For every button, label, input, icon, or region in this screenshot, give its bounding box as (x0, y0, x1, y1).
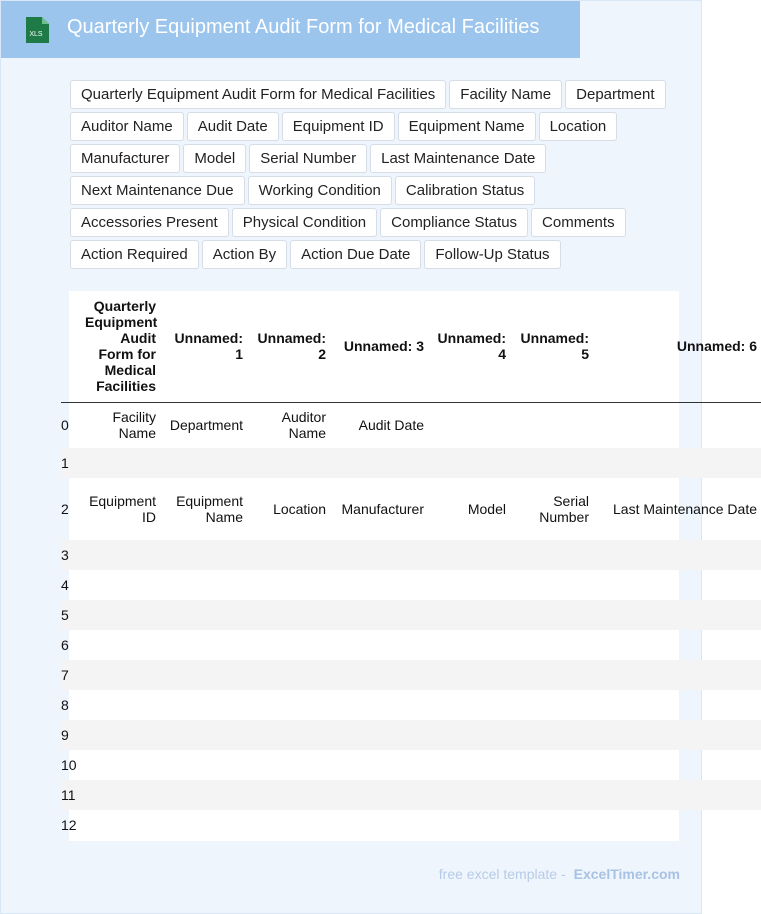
column-tag[interactable]: Serial Number (249, 144, 367, 173)
table-cell (428, 780, 510, 810)
table-cell (247, 600, 330, 630)
table-cell (247, 750, 330, 780)
table-row (61, 600, 761, 630)
row-index: 10 (61, 757, 77, 773)
column-tag[interactable]: Compliance Status (380, 208, 528, 237)
column-tag[interactable]: Auditor Name (70, 112, 184, 141)
column-tag[interactable]: Manufacturer (70, 144, 180, 173)
table-cell (247, 720, 330, 750)
table-cell (510, 750, 593, 780)
column-header (61, 291, 81, 402)
column-tag[interactable]: Equipment Name (398, 112, 536, 141)
row-index: 1 (61, 448, 81, 478)
table-cell (593, 600, 761, 630)
table-cell (330, 630, 428, 660)
table-cell (593, 690, 761, 720)
table-cell (593, 810, 761, 840)
table-cell (247, 660, 330, 690)
table-cell (330, 720, 428, 750)
column-tag[interactable]: Working Condition (248, 176, 392, 205)
table-cell (428, 720, 510, 750)
table-row (61, 720, 761, 750)
table-cell (428, 690, 510, 720)
table-row (61, 478, 761, 540)
table-row (61, 570, 761, 600)
table-cell (160, 810, 247, 840)
column-tag[interactable]: Model (183, 144, 246, 173)
table-cell (428, 600, 510, 630)
page-title: Quarterly Equipment Audit Form for Medical Facilities (67, 16, 540, 38)
row-index: 11 (61, 780, 81, 810)
table-cell (247, 570, 330, 600)
table-cell (160, 570, 247, 600)
table-cell (428, 570, 510, 600)
table-cell (510, 570, 593, 600)
table-cell (510, 720, 593, 750)
table-cell (160, 600, 247, 630)
table-cell (247, 540, 330, 570)
row-index: 6 (61, 637, 69, 653)
table-cell (330, 690, 428, 720)
column-tag[interactable]: Audit Date (187, 112, 279, 141)
table-cell: Last Maintenance Date (613, 501, 757, 517)
column-tag[interactable]: Follow-Up Status (424, 240, 560, 269)
column-tag[interactable]: Comments (531, 208, 626, 237)
preview-table-container[interactable] (61, 291, 757, 841)
table-cell: Model (467, 501, 506, 517)
table-cell (81, 810, 160, 840)
table-cell: Serial Number (539, 493, 589, 525)
table-cell (160, 690, 247, 720)
table-cell (81, 600, 160, 630)
table-cell (247, 448, 330, 478)
column-header: Unnamed: 1 (160, 291, 247, 402)
table-cell (160, 780, 247, 810)
table-row (61, 540, 761, 570)
table-cell (593, 540, 761, 570)
table-cell (160, 660, 247, 690)
table-cell (160, 630, 247, 660)
table-body (61, 402, 761, 840)
table-cell (81, 540, 160, 570)
table-cell (510, 402, 593, 448)
column-header: Unnamed: 5 (510, 291, 593, 402)
table-row (61, 690, 761, 720)
column-tag[interactable]: Equipment ID (282, 112, 395, 141)
table-cell (330, 780, 428, 810)
table-cell (510, 630, 593, 660)
column-tag[interactable]: Calibration Status (395, 176, 535, 205)
table-cell (81, 780, 160, 810)
table-cell (247, 690, 330, 720)
table-cell (428, 750, 510, 780)
table-cell (428, 810, 510, 840)
table-cell (160, 540, 247, 570)
table-cell (593, 720, 761, 750)
column-tag[interactable]: Action Due Date (290, 240, 421, 269)
table-cell (510, 660, 593, 690)
table-cell (593, 630, 761, 660)
table-cell (510, 600, 593, 630)
table-row (61, 448, 761, 478)
excel-file-icon (23, 15, 51, 45)
header-bar (1, 1, 580, 58)
table-cell (428, 660, 510, 690)
column-tag[interactable]: Quarterly Equipment Audit Form for Medical Facilities (70, 80, 446, 109)
table-cell (510, 810, 593, 840)
column-header: Unnamed: 2 (247, 291, 330, 402)
table-cell (160, 750, 247, 780)
table-cell (160, 448, 247, 478)
table-header-row (61, 291, 761, 402)
table-cell (593, 448, 761, 478)
footer-text: free excel template - (438, 866, 566, 882)
table-cell (330, 540, 428, 570)
row-index: 3 (61, 540, 81, 570)
table-cell (81, 690, 160, 720)
column-tag[interactable]: Accessories Present (70, 208, 229, 237)
column-tag[interactable]: Department (565, 80, 665, 109)
excel-icon-label: XLS (29, 31, 43, 38)
table-cell (247, 810, 330, 840)
table-cell (428, 448, 510, 478)
row-index: 4 (61, 577, 69, 593)
table-cell (593, 402, 761, 448)
row-index: 0 (61, 417, 69, 434)
column-header: Unnamed: 3 (330, 291, 428, 402)
table-cell (593, 750, 761, 780)
table-cell (428, 402, 510, 448)
table-cell: Location (273, 501, 326, 517)
column-tag[interactable]: Last Maintenance Date (370, 144, 546, 173)
footer-credit (439, 866, 680, 882)
table-cell: Department (169, 417, 243, 434)
table-cell: Equipment ID (89, 493, 156, 525)
table-cell (81, 570, 160, 600)
column-tag-list (70, 80, 695, 269)
table-cell (510, 690, 593, 720)
table-cell (81, 720, 160, 750)
table-cell (510, 448, 593, 478)
row-index: 7 (61, 660, 81, 690)
row-index: 12 (61, 817, 77, 833)
table-cell (330, 810, 428, 840)
table-cell: Audit Date (358, 417, 424, 434)
table-cell (330, 570, 428, 600)
column-header: Unnamed: 4 (428, 291, 510, 402)
table-row (61, 810, 761, 840)
table-cell (247, 780, 330, 810)
table-cell (593, 660, 761, 690)
table-cell (81, 448, 160, 478)
table-cell (330, 448, 428, 478)
column-tag[interactable]: Next Maintenance Due (70, 176, 245, 205)
row-index: 8 (61, 697, 69, 713)
table-cell: Equipment Name (176, 493, 243, 525)
table-cell (81, 660, 160, 690)
table-cell (160, 720, 247, 750)
row-index: 2 (61, 501, 69, 517)
table-cell (81, 630, 160, 660)
table-cell: Auditor Name (281, 409, 326, 442)
table-cell (510, 540, 593, 570)
column-tag[interactable]: Facility Name (449, 80, 562, 109)
table-row (61, 402, 761, 448)
column-tag[interactable]: Action By (202, 240, 287, 269)
table-row (61, 750, 761, 780)
table-cell (247, 630, 330, 660)
table-cell (510, 780, 593, 810)
table-cell (593, 570, 761, 600)
column-tag[interactable]: Physical Condition (232, 208, 377, 237)
preview-table (61, 291, 761, 840)
table-cell (81, 750, 160, 780)
table-cell: Facility Name (112, 409, 156, 442)
table-row (61, 630, 761, 660)
column-tag[interactable]: Action Required (70, 240, 199, 269)
column-header: Quarterly Equipment Audit Form for Medical Facilities (81, 291, 160, 402)
table-cell (428, 630, 510, 660)
column-tag[interactable]: Location (539, 112, 618, 141)
table-cell (593, 780, 761, 810)
table-cell (428, 540, 510, 570)
table-row (61, 660, 761, 690)
row-index: 9 (61, 720, 81, 750)
table-row (61, 780, 761, 810)
table-cell: Manufacturer (341, 501, 424, 517)
footer-brand-link[interactable]: ExcelTimer.com (573, 866, 680, 882)
table-cell (330, 600, 428, 630)
table-cell (330, 750, 428, 780)
column-header: Unnamed: 6 (593, 291, 761, 402)
table-cell (330, 660, 428, 690)
row-index: 5 (61, 600, 81, 630)
